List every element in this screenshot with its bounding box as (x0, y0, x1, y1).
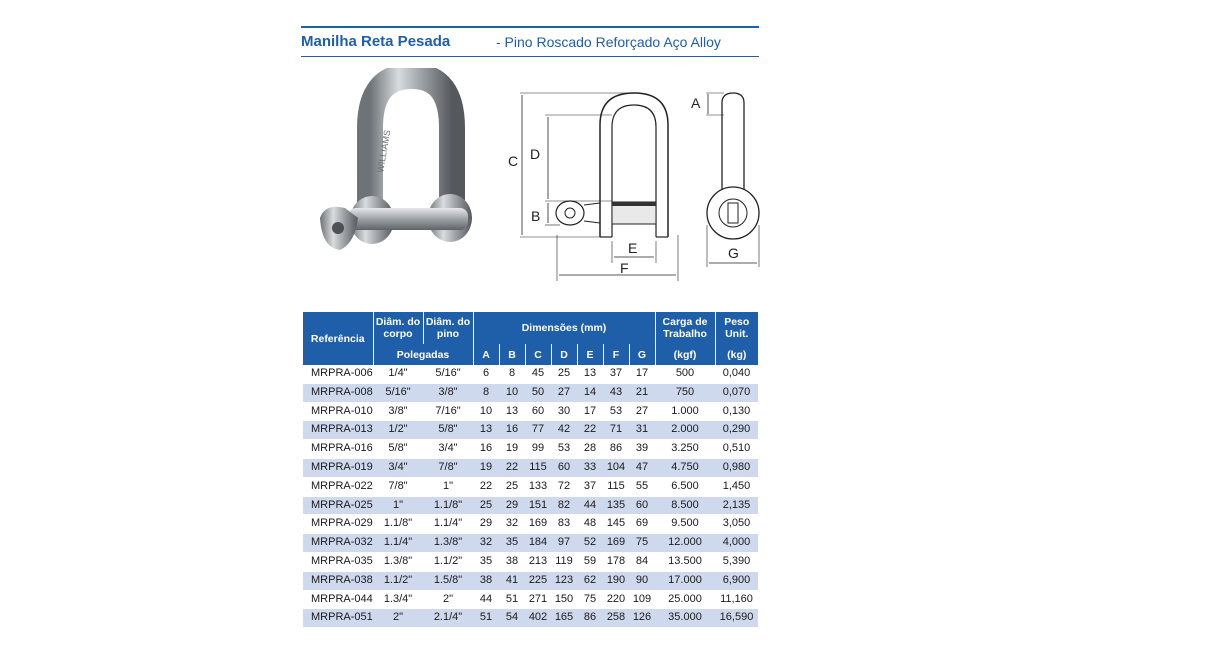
table-row (303, 458, 758, 477)
cell-dim-f: 135 (603, 496, 629, 515)
cell-dim-c: 60 (525, 402, 551, 421)
dim-label-c: C (508, 153, 519, 169)
cell-peso: 0,040 (715, 365, 758, 383)
cell-dim-e: 48 (577, 515, 603, 534)
cell-carga: 8.500 (655, 496, 715, 515)
cell-carga: 2.000 (655, 421, 715, 440)
cell-dim-a: 25 (473, 496, 499, 515)
cell-dim-d: 60 (551, 458, 577, 477)
cell-referencia: MRPRA-006 (303, 365, 373, 383)
cell-dim-d: 97 (551, 534, 577, 553)
cell-dim-d: 123 (551, 571, 577, 590)
header-dim-d: D (551, 344, 577, 365)
cell-dim-e: 33 (577, 458, 603, 477)
cell-dim-a: 29 (473, 515, 499, 534)
cell-dim-d: 82 (551, 496, 577, 515)
table-row (303, 365, 758, 383)
table-row (303, 534, 758, 553)
cell-dim-e: 28 (577, 440, 603, 459)
cell-dim-e: 59 (577, 552, 603, 571)
cell-dim-f: 37 (603, 365, 629, 383)
cell-dim-c: 184 (525, 534, 551, 553)
cell-carga: 35.000 (655, 609, 715, 628)
header-dim-f: F (603, 344, 629, 365)
cell-dim-c: 271 (525, 590, 551, 609)
cell-dim-a: 10 (473, 402, 499, 421)
cell-dim-d: 119 (551, 552, 577, 571)
cell-carga: 9.500 (655, 515, 715, 534)
table-row (303, 440, 758, 459)
header-dimensoes: Dimensões (mm) (473, 312, 655, 344)
page-subtitle: - Pino Roscado Reforçado Aço Alloy (496, 34, 721, 50)
cell-peso: 16,590 (715, 609, 758, 628)
cell-peso: 3,050 (715, 515, 758, 534)
cell-dim-c: 133 (525, 477, 551, 496)
cell-diam-corpo: 5/8" (373, 440, 423, 459)
cell-carga: 3.250 (655, 440, 715, 459)
cell-peso: 0,070 (715, 383, 758, 402)
cell-dim-c: 50 (525, 383, 551, 402)
table-row (303, 421, 758, 440)
dim-label-f: F (620, 260, 629, 276)
cell-diam-corpo: 2" (373, 609, 423, 628)
cell-dim-f: 145 (603, 515, 629, 534)
cell-diam-corpo: 1.1/4" (373, 534, 423, 553)
cell-diam-corpo: 7/8" (373, 477, 423, 496)
cell-dim-g: 69 (629, 515, 655, 534)
cell-dim-f: 190 (603, 571, 629, 590)
cell-carga: 6.500 (655, 477, 715, 496)
cell-dim-c: 151 (525, 496, 551, 515)
cell-dim-b: 22 (499, 458, 525, 477)
title-bar (301, 26, 759, 57)
cell-diam-pino: 3/8" (423, 383, 473, 402)
side-view-drawing (688, 85, 763, 275)
cell-dim-a: 19 (473, 458, 499, 477)
cell-diam-pino: 2" (423, 590, 473, 609)
cell-dim-f: 169 (603, 534, 629, 553)
header-dim-g: G (629, 344, 655, 365)
header-carga-unit: (kgf) (655, 344, 715, 365)
cell-dim-d: 42 (551, 421, 577, 440)
cell-dim-b: 41 (499, 571, 525, 590)
cell-dim-d: 165 (551, 609, 577, 628)
cell-dim-d: 27 (551, 383, 577, 402)
cell-dim-g: 47 (629, 458, 655, 477)
cell-dim-c: 225 (525, 571, 551, 590)
cell-dim-f: 104 (603, 458, 629, 477)
photo-engraving: WILLIAMS (375, 129, 393, 174)
cell-diam-pino: 7/8" (423, 458, 473, 477)
cell-diam-pino: 1" (423, 477, 473, 496)
cell-dim-d: 150 (551, 590, 577, 609)
cell-diam-pino: 7/16" (423, 402, 473, 421)
table-row (303, 477, 758, 496)
header-peso: Peso Unit. (715, 312, 758, 344)
cell-dim-a: 51 (473, 609, 499, 628)
cell-dim-b: 19 (499, 440, 525, 459)
cell-dim-b: 16 (499, 421, 525, 440)
cell-diam-pino: 1.1/8" (423, 496, 473, 515)
cell-dim-g: 55 (629, 477, 655, 496)
front-view-drawing (500, 85, 690, 285)
specs-table (303, 312, 758, 628)
cell-dim-f: 178 (603, 552, 629, 571)
cell-dim-a: 13 (473, 421, 499, 440)
cell-dim-e: 17 (577, 402, 603, 421)
cell-peso: 11,160 (715, 590, 758, 609)
cell-dim-b: 54 (499, 609, 525, 628)
cell-dim-f: 86 (603, 440, 629, 459)
cell-dim-f: 53 (603, 402, 629, 421)
table-row (303, 515, 758, 534)
cell-dim-a: 8 (473, 383, 499, 402)
cell-dim-g: 126 (629, 609, 655, 628)
cell-peso: 0,510 (715, 440, 758, 459)
cell-diam-pino: 1.5/8" (423, 571, 473, 590)
cell-peso: 4,000 (715, 534, 758, 553)
cell-diam-corpo: 1/2" (373, 421, 423, 440)
table-row (303, 383, 758, 402)
cell-diam-corpo: 1" (373, 496, 423, 515)
cell-peso: 0,290 (715, 421, 758, 440)
cell-dim-e: 37 (577, 477, 603, 496)
cell-diam-pino: 1.1/4" (423, 515, 473, 534)
table-row (303, 402, 758, 421)
cell-dim-a: 22 (473, 477, 499, 496)
cell-dim-e: 62 (577, 571, 603, 590)
cell-dim-e: 22 (577, 421, 603, 440)
cell-peso: 0,980 (715, 458, 758, 477)
cell-referencia: MRPRA-044 (303, 590, 373, 609)
cell-referencia: MRPRA-010 (303, 402, 373, 421)
header-peso-unit: (kg) (715, 344, 758, 365)
cell-dim-g: 109 (629, 590, 655, 609)
header-diam-pino: Diâm. do pino (423, 312, 473, 344)
cell-dim-d: 72 (551, 477, 577, 496)
dim-label-g: G (728, 245, 739, 261)
page-title: Manilha Reta Pesada (301, 33, 451, 50)
header-diam-corpo: Diâm. do corpo (373, 312, 423, 344)
cell-dim-g: 27 (629, 402, 655, 421)
specs-table-body (303, 365, 758, 628)
cell-dim-g: 84 (629, 552, 655, 571)
cell-referencia: MRPRA-019 (303, 458, 373, 477)
cell-dim-g: 21 (629, 383, 655, 402)
cell-referencia: MRPRA-038 (303, 571, 373, 590)
header-dim-c: C (525, 344, 551, 365)
cell-dim-c: 402 (525, 609, 551, 628)
cell-carga: 12.000 (655, 534, 715, 553)
cell-dim-b: 10 (499, 383, 525, 402)
cell-dim-a: 6 (473, 365, 499, 383)
cell-dim-c: 99 (525, 440, 551, 459)
cell-diam-corpo: 5/16" (373, 383, 423, 402)
table-row (303, 609, 758, 628)
cell-dim-b: 32 (499, 515, 525, 534)
dim-label-e: E (628, 240, 638, 256)
cell-dim-a: 35 (473, 552, 499, 571)
header-carga: Carga de Trabalho (655, 312, 715, 344)
cell-dim-c: 169 (525, 515, 551, 534)
cell-carga: 1.000 (655, 402, 715, 421)
cell-dim-g: 17 (629, 365, 655, 383)
cell-referencia: MRPRA-032 (303, 534, 373, 553)
header-dim-b: B (499, 344, 525, 365)
cell-referencia: MRPRA-051 (303, 609, 373, 628)
header-polegadas: Polegadas (373, 344, 473, 365)
cell-dim-g: 60 (629, 496, 655, 515)
cell-dim-g: 75 (629, 534, 655, 553)
header-dim-e: E (577, 344, 603, 365)
cell-dim-a: 44 (473, 590, 499, 609)
cell-dim-g: 39 (629, 440, 655, 459)
cell-referencia: MRPRA-029 (303, 515, 373, 534)
dim-label-d: D (530, 146, 541, 162)
header-referencia: Referência (303, 312, 373, 365)
cell-diam-corpo: 1/4" (373, 365, 423, 383)
cell-referencia: MRPRA-035 (303, 552, 373, 571)
cell-referencia: MRPRA-022 (303, 477, 373, 496)
cell-dim-f: 43 (603, 383, 629, 402)
cell-dim-b: 13 (499, 402, 525, 421)
cell-carga: 4.750 (655, 458, 715, 477)
dim-label-a: A (691, 95, 701, 111)
cell-carga: 25.000 (655, 590, 715, 609)
cell-carga: 13.500 (655, 552, 715, 571)
cell-referencia: MRPRA-008 (303, 383, 373, 402)
cell-dim-e: 52 (577, 534, 603, 553)
dim-label-b: B (531, 208, 541, 224)
cell-diam-pino: 3/4" (423, 440, 473, 459)
cell-dim-b: 51 (499, 590, 525, 609)
cell-dim-b: 25 (499, 477, 525, 496)
cell-dim-a: 16 (473, 440, 499, 459)
cell-dim-c: 115 (525, 458, 551, 477)
cell-dim-g: 90 (629, 571, 655, 590)
cell-diam-corpo: 3/8" (373, 402, 423, 421)
cell-dim-d: 53 (551, 440, 577, 459)
cell-carga: 17.000 (655, 571, 715, 590)
cell-diam-corpo: 1.1/2" (373, 571, 423, 590)
table-row (303, 552, 758, 571)
shackle-photo (300, 68, 500, 293)
cell-dim-c: 213 (525, 552, 551, 571)
cell-dim-g: 31 (629, 421, 655, 440)
cell-diam-pino: 2.1/4" (423, 609, 473, 628)
cell-dim-e: 13 (577, 365, 603, 383)
cell-peso: 0,130 (715, 402, 758, 421)
cell-dim-f: 115 (603, 477, 629, 496)
cell-dim-d: 25 (551, 365, 577, 383)
cell-peso: 5,390 (715, 552, 758, 571)
cell-dim-f: 258 (603, 609, 629, 628)
header-dim-a: A (473, 344, 499, 365)
cell-peso: 6,900 (715, 571, 758, 590)
cell-referencia: MRPRA-016 (303, 440, 373, 459)
cell-peso: 1,450 (715, 477, 758, 496)
cell-dim-a: 38 (473, 571, 499, 590)
cell-dim-e: 44 (577, 496, 603, 515)
cell-carga: 500 (655, 365, 715, 383)
cell-dim-b: 29 (499, 496, 525, 515)
cell-dim-e: 14 (577, 383, 603, 402)
cell-diam-pino: 1.3/8" (423, 534, 473, 553)
cell-dim-d: 83 (551, 515, 577, 534)
cell-dim-c: 77 (525, 421, 551, 440)
cell-peso: 2,135 (715, 496, 758, 515)
table-row (303, 571, 758, 590)
cell-dim-b: 35 (499, 534, 525, 553)
cell-dim-e: 86 (577, 609, 603, 628)
cell-dim-e: 75 (577, 590, 603, 609)
cell-dim-f: 220 (603, 590, 629, 609)
cell-dim-f: 71 (603, 421, 629, 440)
cell-diam-pino: 5/8" (423, 421, 473, 440)
cell-carga: 750 (655, 383, 715, 402)
cell-referencia: MRPRA-025 (303, 496, 373, 515)
cell-referencia: MRPRA-013 (303, 421, 373, 440)
cell-dim-c: 45 (525, 365, 551, 383)
cell-dim-a: 32 (473, 534, 499, 553)
cell-diam-pino: 1.1/2" (423, 552, 473, 571)
cell-dim-b: 38 (499, 552, 525, 571)
cell-diam-corpo: 1.3/8" (373, 552, 423, 571)
cell-diam-corpo: 1.1/8" (373, 515, 423, 534)
table-row (303, 590, 758, 609)
cell-dim-d: 30 (551, 402, 577, 421)
table-row (303, 496, 758, 515)
cell-diam-pino: 5/16" (423, 365, 473, 383)
cell-dim-b: 8 (499, 365, 525, 383)
cell-diam-corpo: 3/4" (373, 458, 423, 477)
cell-diam-corpo: 1.3/4" (373, 590, 423, 609)
